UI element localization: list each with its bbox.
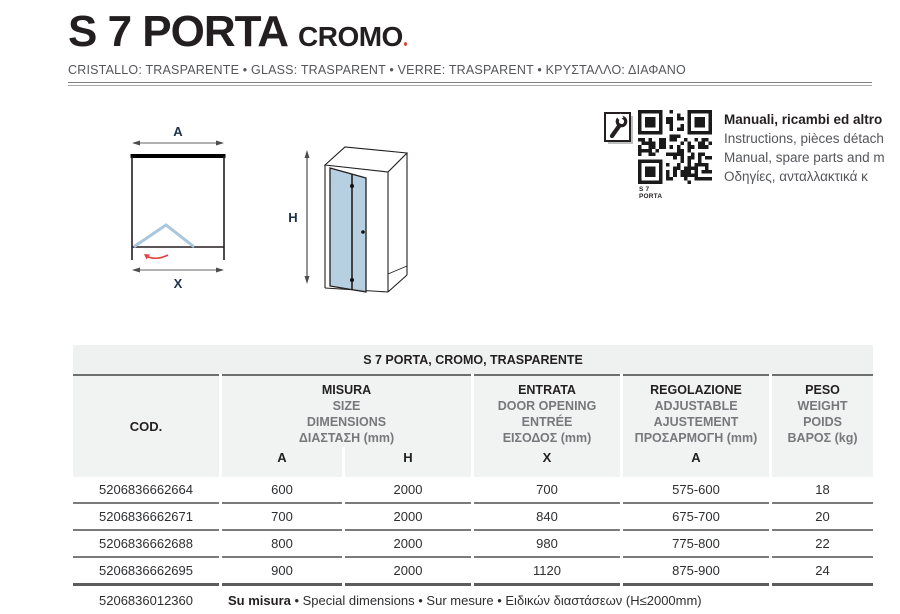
cell-x: 700 [474,477,620,504]
cell-h: 2000 [345,477,471,504]
manuals-line-fr: Instructions, pièces détach [724,131,884,146]
cell-a: 700 [222,504,342,531]
size-l1: MISURA [321,383,372,397]
cell-adj: 775-800 [623,531,769,558]
cell-cod: 5206836012360 [73,586,219,614]
cell-kg: 24 [772,558,873,586]
cell-kg: 20 [772,504,873,531]
weight-l2: WEIGHT [797,399,848,413]
cell-h: 2000 [345,531,471,558]
manuals-text [724,110,900,186]
cell-h: 2000 [345,504,471,531]
variant-label: CROMO [298,21,403,52]
weight-l3: POIDS [803,415,842,429]
subcol-a: A [222,447,342,477]
front-view-diagram [100,110,245,295]
qr-code [638,110,712,184]
title-line [68,7,872,56]
cell-cod: 5206836662695 [73,558,219,586]
table-group-header-row [73,374,873,447]
cell-a: 900 [222,558,342,586]
hinge-bottom [350,278,354,282]
col-header-weight [772,374,873,477]
opening-l3: ENTRÉE [521,415,573,429]
subcol-h: H [345,447,471,477]
adj-l3: AJUSTEMENT [653,415,739,429]
manuals-line-gr: Οδηγίες, ανταλλακτικά κ [724,169,868,184]
side-view-drawing [283,116,423,296]
cell-cod: 5206836662671 [73,504,219,531]
custom-size-rest: • Special dimensions • Sur mesure • Ειδικών διαστάσεων (H≤2000mm) [290,592,702,608]
cell-x: 1120 [474,558,620,586]
hinge-top [350,184,354,188]
dimension-label-a: A [173,124,183,139]
cell-adj: 675-700 [623,504,769,531]
glass-door-panel [330,168,366,292]
dimension-label-x: X [173,276,183,291]
spec-table [70,345,876,614]
col-header-cod: COD. [73,374,219,477]
page-header [68,7,872,86]
folding-door-path [135,225,193,246]
front-view-drawing [100,110,245,295]
manuals-line-it: Manuali, ricambi ed altro [724,112,883,127]
cell-x: 840 [474,504,620,531]
table-title: S 7 PORTA, CROMO, TRASPARENTE [73,345,873,374]
cell-a: 600 [222,477,342,504]
red-dot [404,42,407,46]
weight-l1: PESO [805,383,840,397]
table-row [73,504,873,531]
opening-l1: ENTRATA [518,383,576,397]
cell-adj: 875-900 [623,558,769,586]
side-view-diagram [283,116,423,296]
cell-cod: 5206836662664 [73,477,219,504]
adj-l1: REGOLAZIONE [650,383,742,397]
custom-size-description [222,586,873,614]
cell-kg: 22 [772,531,873,558]
cell-cod: 5206836662688 [73,531,219,558]
size-l4: ΔΙΑΣΤΑΣΗ (mm) [298,431,395,445]
adj-l2: ADJUSTABLE [654,399,738,413]
glass-subtitle: CRISTALLO: TRASPARENTE • GLASS: TRASPARENT • VERRE: TRASPARENT • ΚΡΥΣΤΑΛΛΟ: ΔΙΑΦΑΝΟ [68,63,686,77]
opening-l2: DOOR OPENING [497,399,597,413]
custom-size-row [73,586,873,614]
table-title-row [73,345,873,374]
dimension-label-h: H [288,210,298,225]
spec-table-wrap [70,345,876,614]
size-l3: DIMENSIONS [306,415,387,429]
col-header-size [222,374,471,447]
table-row [73,558,873,586]
subcol-x: X [474,447,620,477]
qr-caption: S 7 PORTA [639,186,663,200]
wrench-icon [604,111,634,145]
table-row [73,531,873,558]
cell-kg: 18 [772,477,873,504]
weight-l4: ΒΑΡΟΣ (kg) [787,431,858,445]
cell-h: 2000 [345,558,471,586]
manuals-line-en: Manual, spare parts and m [724,150,885,165]
header-divider [68,82,872,86]
adj-l4: ΠΡΟΣΑΡΜΟΓΗ (mm) [634,431,758,445]
cell-x: 980 [474,531,620,558]
subcol-adj-a: A [623,447,769,477]
table-row [73,477,873,504]
cell-a: 800 [222,531,342,558]
cell-adj: 575-600 [623,477,769,504]
col-header-opening [474,374,620,447]
col-header-adjustable [623,374,769,447]
opening-l4: ΕΙΣΟΔΟΣ (mm) [502,431,592,445]
door-knob [361,230,365,234]
custom-size-label: Su misura [228,592,291,608]
size-l2: SIZE [332,399,361,413]
page-title: S 7 PORTA [68,7,289,56]
